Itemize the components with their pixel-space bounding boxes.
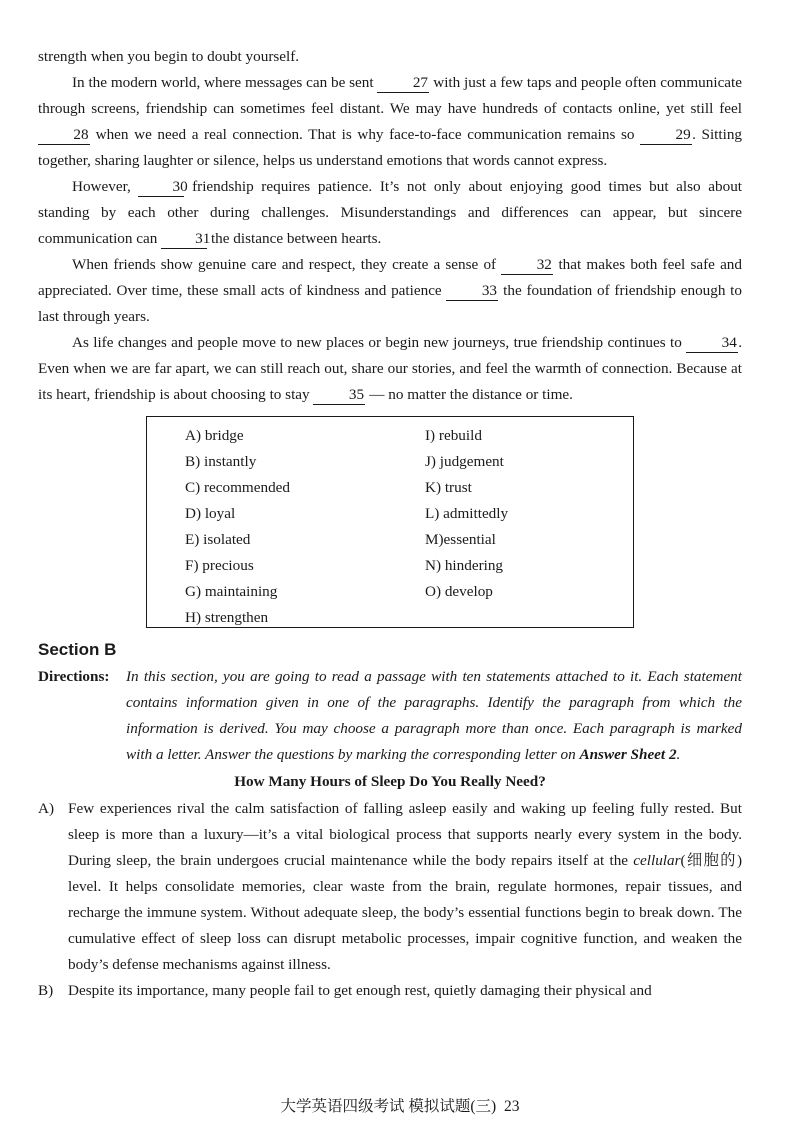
word-bank-box (146, 416, 634, 628)
directions-label: Directions: (38, 668, 110, 685)
blank-30[interactable]: 30 (138, 178, 184, 197)
answer-sheet-ref: Answer Sheet 2 (579, 746, 677, 763)
exam-page (38, 44, 742, 1004)
page-number: 23 (503, 1098, 520, 1115)
passage-paragraph-2: However, 30 friendship requires patience. It’s not only about enjoying good times but also about standing by each other during challenges. Misunderstandings and differences can appear, but sincere communication can 31 the distance between hearts. (38, 178, 743, 247)
article-paragraph-b: B) Despite its importance, many people fail to get enough rest, quietly damaging their physical and (38, 978, 742, 1004)
paragraph-marker-a: A) (38, 800, 55, 817)
word-option-o: O) develop (425, 583, 493, 600)
word-bank-left-column (185, 423, 290, 631)
passage-continuation: strength when you begin to doubt yourself. (38, 48, 300, 65)
blank-35[interactable]: 35 (313, 386, 365, 405)
word-option-g: G) maintaining (185, 583, 278, 600)
word-option-d: D) loyal (185, 505, 236, 522)
blank-27[interactable]: 27 (377, 74, 429, 93)
blank-28[interactable]: 28 (38, 126, 90, 145)
article-paragraph-a: A) Few experiences rival the calm satisfaction of falling asleep easily and waking up feeling fully rested. But sleep is more than a luxury—it’s a vital biological process that supports nearly every system in the body. During sleep, the brain undergoes crucial maintenance while the body repairs itself at the cellular(细胞的) level. It helps consolidate memories, clear waste from the brain, regulate hormones, repair tissues, and recharge the immune system. Without adequate sleep, the body’s essential functions begin to break down. The cumulative effect of sleep loss can disrupt metabolic processes, impair cognitive function, and weaken the body’s defense mechanisms against illness. (38, 796, 742, 978)
passage-paragraph-3: When friends show genuine care and respect, they create a sense of 32 that makes both feel safe and appreciated. Over time, these small acts of kindness and patience 33 the foundation of friendship enough to last through years. (38, 256, 742, 325)
word-option-a: A) bridge (185, 427, 244, 444)
blank-33[interactable]: 33 (446, 282, 498, 301)
passage-paragraph-1: In the modern world, where messages can be sent 27 with just a few taps and people often communicate through screens, friendship can sometimes feel distant. We may have hundreds of contacts online, yet still feel 28 when we need a real connection. That is why face-to-face communication remains so 29. Sitting together, sharing laughter or silence, helps us understand emotions that words cannot express. (38, 74, 743, 169)
word-option-i: I) rebuild (425, 427, 482, 444)
article-title: How Many Hours of Sleep Do You Really Need? (234, 773, 546, 790)
directions-text: In this section, you are going to read a passage with ten statements attached to it. Each statement contains information given in one of the paragraphs. Identify the paragraph from which the information is derived. You may choose a paragraph more than once. Each paragraph is marked with a letter. Answer the questions by marking the corresponding letter on Answer Sheet 2. (126, 668, 742, 763)
word-option-l: L) admittedly (425, 505, 509, 522)
blank-29[interactable]: 29 (640, 126, 692, 145)
word-option-b: B) instantly (185, 453, 257, 470)
blank-32[interactable]: 32 (501, 256, 553, 275)
word-option-h: H) strengthen (185, 609, 269, 626)
page-footer (0, 1094, 800, 1116)
word-option-k: K) trust (425, 479, 472, 496)
word-option-e: E) isolated (185, 531, 251, 548)
blank-34[interactable]: 34 (686, 334, 738, 353)
word-option-c: C) recommended (185, 479, 291, 496)
footer-title: 大学英语四级考试 模拟试题(三) (280, 1098, 497, 1115)
paragraph-marker-b: B) (38, 982, 54, 999)
section-b-title: Section B (38, 640, 117, 659)
word-option-f: F) precious (185, 557, 254, 574)
word-option-n: N) hindering (425, 557, 504, 574)
passage-paragraph-4: As life changes and people move to new places or begin new journeys, true friendship continues to 34. Even when we are far apart, we can still reach out, share our stories, and feel the warmth of connection. Because at its heart, friendship is about choosing to stay 35 — no matter the distance or time. (38, 334, 742, 403)
word-option-m: M)essential (425, 531, 496, 548)
word-bank-right-column (425, 423, 508, 605)
word-option-j: J) judgement (425, 453, 504, 470)
blank-31[interactable]: 31 (161, 230, 207, 249)
directions (38, 664, 742, 768)
